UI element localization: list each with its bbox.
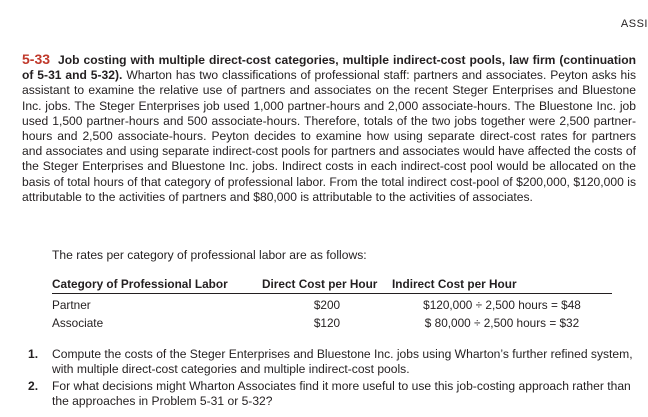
row-indirect-cost: $ 80,000 ÷ 2,500 hours = $32 (424, 316, 580, 330)
question-text: Compute the costs of the Steger Enterprises and Bluestone Inc. jobs using Wharton’s further refined system, with multiple direct-cost categories and multiple indirect-cost pools. (52, 347, 633, 376)
problem-text (22, 52, 636, 205)
rates-intro: The rates per category of professional labor are as follows: (52, 248, 367, 262)
question-item (28, 379, 636, 408)
table-header-row (52, 277, 612, 294)
question-item (28, 347, 636, 376)
row-category: Partner (52, 298, 91, 312)
header-indirect-cost: Indirect Cost per Hour (392, 277, 612, 294)
question-text: For what decisions might Wharton Associates find it more useful to use this job-costing approach rather than the approaches in Problem 5-31 or 5-32? (52, 379, 631, 408)
problem-title: Job costing with multiple direct-cost categories, multiple indirect-cost pools, law firm (continuation of 5-31 and 5-32). (22, 53, 636, 83)
problem-body: Wharton has two classifications of professional staff: partners and associates. Peyton asks his assistant to examine the relative use of partners and associates on the recent Steger Enterprises and Bluestone Inc. jobs. The Steger Enterprises job used 1,000 partner-hours and 2,000 associate-hours. The Bluestone Inc. job used 1,500 partner-hours and 500 associate-hours. Therefore, totals of the two jobs together were 2,500 partner-hours and 2,500 associate-hours. Peyton decides to examine how using separate direct-cost rates for partners and associates and using separate indirect-cost pools for partners and associates would have affected the costs of the Steger Enterprises and Bluestone Inc. jobs. Indirect costs in each indirect-cost pool would be allocated on the basis of total hours of that category of professional labor. From the total indirect cost-pool of $200,000, $120,000 is attributable to the activities of partners and $80,000 is attributable to the activities of associates. (22, 68, 636, 204)
questions-list (28, 347, 636, 411)
row-category: Associate (52, 316, 104, 330)
table-row (52, 312, 612, 330)
header-direct-cost: Direct Cost per Hour (262, 277, 392, 294)
rates-table (52, 277, 612, 330)
question-number: 1. (28, 347, 39, 361)
question-number: 2. (28, 379, 39, 393)
row-direct-cost: $200 (313, 298, 341, 312)
problem-number: 5-33 (22, 51, 51, 67)
row-direct-cost: $120 (313, 316, 341, 330)
running-header: ASSI (620, 18, 648, 30)
row-indirect-cost: $120,000 ÷ 2,500 hours = $48 (423, 298, 581, 312)
table-row (52, 294, 612, 313)
header-category: Category of Professional Labor (52, 277, 262, 294)
